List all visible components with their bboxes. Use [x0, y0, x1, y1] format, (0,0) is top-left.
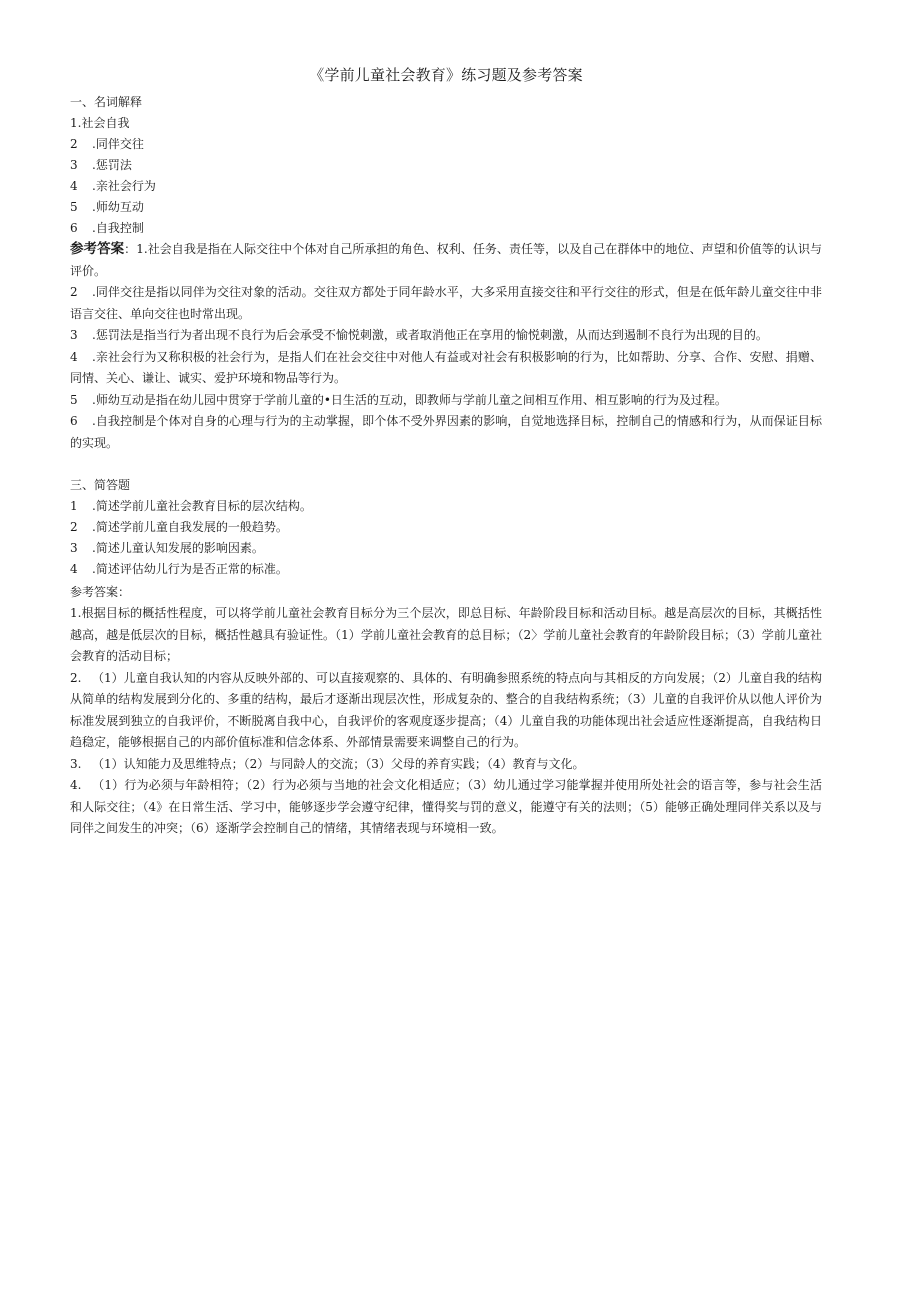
item-text: .简述学前儿童社会教育目标的层次结构。 [92, 499, 312, 513]
answer-number: 4 [70, 349, 78, 364]
item-number: 3 [70, 158, 78, 172]
section3-item-1 [70, 496, 822, 517]
answer-number: 2. [70, 670, 82, 685]
answer-text: .师幼互动是指在幼儿园中贯穿于学前儿童的•日生活的互动，即教师与学前儿童之间相互作用、相互影响的行为及过程。 [92, 392, 727, 407]
item-number: 4 [70, 179, 78, 193]
answer-text: 社会自我是指在人际交往中个体对自己所承担的角色、权利、任务、责任等，以及自己在群体中的地位、声望和价值等的认识与评价。 [70, 242, 822, 278]
section3-answer-label: 参考答案： [70, 585, 131, 599]
section3-answer-2 [70, 668, 822, 754]
item-text: .简述学前儿童自我发展的一般趋势。 [92, 520, 288, 534]
answer-number: 3. [70, 756, 82, 771]
section1-item-3 [70, 155, 822, 176]
section3-item-2 [70, 517, 822, 538]
item-number: 6 [70, 221, 78, 235]
item-number: 4 [70, 562, 78, 576]
item-text: .亲社会行为 [92, 179, 156, 193]
item-number: 5 [70, 200, 78, 214]
item-number: 1 [70, 499, 78, 513]
answer-text: （1）行为必须与年龄相符；（2）行为必须与当地的社会文化相适应；（3）幼儿通过学习能掌握并使用所处社会的语言等，参与社会生活和人际交往；（4》在日常生活、学习中，能够逐步学会遵守纪律，懂得奖与罚的意义，能遵守有关的法则；（5）能够正确处理同伴关系以及与同伴之间发生的冲突；（6）逐渐学会控制自己的情绪，其情绪表现与环境相一致。 [70, 778, 822, 835]
answer-label-colon: ： [124, 242, 137, 256]
answer-number: 4. [70, 778, 82, 792]
answer-number: 1. [136, 242, 148, 256]
document-page [70, 64, 822, 840]
item-number: 3 [70, 541, 78, 555]
item-text: .简述评估幼儿行为是否正常的标准。 [92, 562, 288, 576]
document-title: 《学前儿童社会教育》练习题及参考答案 [309, 66, 583, 84]
section1-heading: 一、名词解释 [70, 95, 143, 109]
section3-item-4 [70, 559, 822, 580]
item-number: 1. [70, 116, 82, 130]
section1-item-5 [70, 197, 822, 218]
section-spacer [70, 454, 822, 475]
answer-number: 1. [70, 606, 82, 620]
answer-label: 参考答案 [70, 241, 125, 257]
section1-answer-5 [70, 390, 822, 412]
section1-item-6 [70, 218, 822, 239]
section3-item-3 [70, 538, 822, 559]
item-number: 2 [70, 137, 78, 151]
item-text: .自我控制 [92, 221, 144, 235]
section3-answer-1 [70, 603, 822, 668]
item-text: 社会自我 [81, 116, 130, 130]
answer-number: 3 [70, 328, 78, 342]
answer-text: .自我控制是个体对自身的心理与行为的主动掌握，即个体不受外界因素的影响，自觉地选择目标，控制自己的情感和行为，从而保证目标的实现。 [70, 414, 822, 450]
section1-item-4 [70, 176, 822, 197]
answer-number: 5 [70, 392, 78, 407]
section1-item-2 [70, 134, 822, 155]
section1-item-1 [70, 113, 822, 134]
section1-answer-1 [70, 239, 822, 282]
answer-number: 2 [70, 285, 78, 299]
answer-text: .惩罚法是指当行为者出现不良行为后会承受不愉悦刺激，或者取消他正在享用的愉悦刺激，从而达到遏制不良行为出现的目的。 [92, 328, 768, 342]
section1-answer-2 [70, 282, 822, 325]
item-text: .同伴交往 [92, 137, 144, 151]
answer-number: 6 [70, 414, 78, 428]
section3-answer-3 [70, 754, 822, 776]
section3-answer-4 [70, 775, 822, 840]
section3-heading: 三、简答题 [70, 478, 131, 492]
answer-text: .同伴交往是指以同伴为交往对象的活动。交往双方都处于同年龄水平，大多采用直接交往和平行交往的形式，但是在低年龄儿童交往中非语言交往、单向交往也时常出现。 [70, 285, 822, 321]
item-number: 2 [70, 520, 78, 534]
section1-answer-3 [70, 325, 822, 347]
section1-answer-4 [70, 347, 822, 390]
answer-text: 根据目标的概括性程度，可以将学前儿童社会教育目标分为三个层次，即总目标、年龄阶段目标和活动目标。越是高层次的目标，其概括性越高，越是低层次的目标，概括性越具有验证性。（1）学前儿童社会教育的总目标；（2〉学前儿童社会教育的年龄阶段目标；（3）学前儿童社会教育的活动目标； [70, 606, 822, 663]
section1-answer-6 [70, 411, 822, 454]
answer-text: （1）认知能力及思维特点；（2）与同龄人的交流；（3）父母的养育实践；（4）教育与文化。 [92, 756, 585, 771]
item-text: .惩罚法 [92, 158, 132, 172]
answer-text: .亲社会行为又称积极的社会行为，是指人们在社会交往中对他人有益或对社会有积极影响的行为，比如帮助、分享、合作、安慰、捐赠、同情、关心、谦让、诚实、爱护环境和物品等行为。 [70, 349, 822, 385]
answer-text: （1）儿童自我认知的内容从反映外部的、可以直接观察的、具体的、有明确参照系统的特点向与其相反的方向发展；（2）儿童自我的结构从简单的结构发展到分化的、多重的结构，最后才逐渐出现层次性，形成复杂的、整合的自我结构系统；（3）儿童的自我评价从以他人评价为标准发展到独立的自我评价，不断脱离自我中心，自我评价的客观度逐步提高；（4）儿童自我的功能体现出社会适应性逐渐提高，自我结构日趋稳定，能够根据自己的内部价值标准和信念体系、外部情景需要来调整自己的行为。 [70, 670, 822, 749]
item-text: .简述儿童认知发展的影响因素。 [92, 541, 264, 555]
item-text: .师幼互动 [92, 200, 144, 214]
